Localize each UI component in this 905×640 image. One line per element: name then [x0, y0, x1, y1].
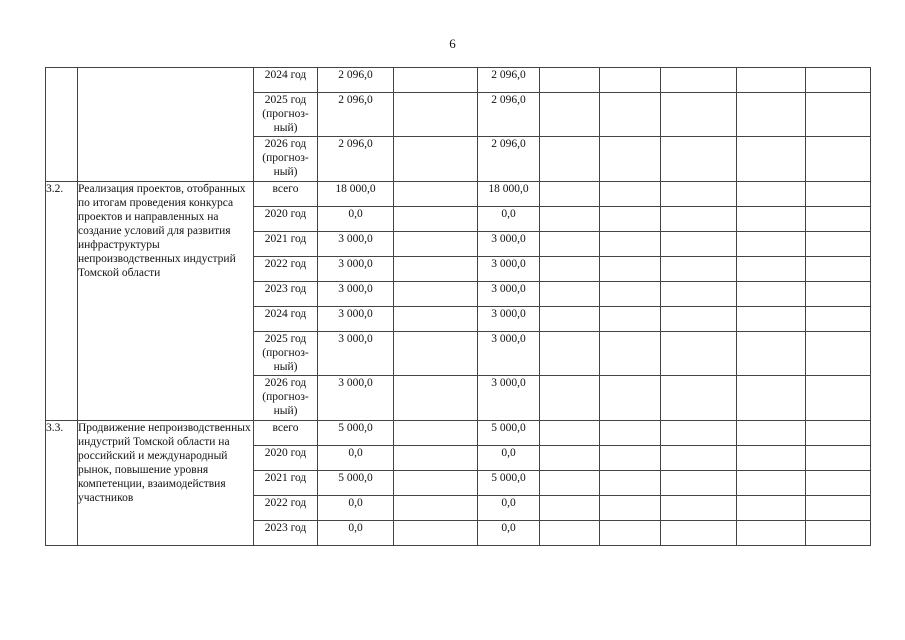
empty-cell	[540, 207, 600, 232]
federal-cell	[394, 471, 478, 496]
empty-cell	[661, 257, 737, 282]
empty-cell	[806, 471, 871, 496]
federal-cell	[394, 93, 478, 137]
empty-cell	[806, 207, 871, 232]
regional-cell: 2 096,0	[478, 93, 540, 137]
empty-cell	[540, 521, 600, 546]
total-cell: 3 000,0	[318, 232, 394, 257]
empty-cell	[737, 446, 806, 471]
empty-cell	[806, 257, 871, 282]
total-cell: 5 000,0	[318, 471, 394, 496]
item-number-cell: 3.3.	[46, 421, 78, 546]
empty-cell	[737, 257, 806, 282]
empty-cell	[540, 307, 600, 332]
empty-cell	[806, 93, 871, 137]
federal-cell	[394, 282, 478, 307]
empty-cell	[806, 496, 871, 521]
empty-cell	[806, 68, 871, 93]
empty-cell	[540, 68, 600, 93]
empty-cell	[600, 232, 661, 257]
empty-cell	[600, 446, 661, 471]
regional-cell: 3 000,0	[478, 376, 540, 421]
year-cell: 2024 год	[254, 68, 318, 93]
total-cell: 2 096,0	[318, 68, 394, 93]
empty-cell	[806, 421, 871, 446]
item-name-cell: Продвижение непроизводственных индустрий Томской области на российский и международный рынок, повышение уровня компетенции, взаимодействия участников	[78, 421, 254, 546]
empty-cell	[600, 421, 661, 446]
empty-cell	[661, 232, 737, 257]
empty-cell	[806, 332, 871, 376]
empty-cell	[600, 332, 661, 376]
year-cell: 2023 год	[254, 521, 318, 546]
federal-cell	[394, 137, 478, 182]
year-cell: 2026 год (прогноз- ный)	[254, 376, 318, 421]
total-cell: 0,0	[318, 446, 394, 471]
empty-cell	[737, 521, 806, 546]
empty-cell	[737, 496, 806, 521]
empty-cell	[661, 332, 737, 376]
total-cell: 2 096,0	[318, 93, 394, 137]
year-cell: 2023 год	[254, 282, 318, 307]
empty-cell	[661, 93, 737, 137]
empty-cell	[661, 446, 737, 471]
empty-cell	[806, 232, 871, 257]
empty-cell	[737, 282, 806, 307]
federal-cell	[394, 232, 478, 257]
empty-cell	[737, 376, 806, 421]
total-cell: 0,0	[318, 521, 394, 546]
regional-cell: 0,0	[478, 207, 540, 232]
total-cell: 0,0	[318, 207, 394, 232]
regional-cell: 3 000,0	[478, 307, 540, 332]
federal-cell	[394, 307, 478, 332]
empty-cell	[737, 232, 806, 257]
regional-cell: 18 000,0	[478, 182, 540, 207]
total-cell: 0,0	[318, 496, 394, 521]
table-row	[46, 68, 871, 93]
total-cell: 3 000,0	[318, 307, 394, 332]
year-cell: 2022 год	[254, 496, 318, 521]
empty-cell	[600, 282, 661, 307]
total-cell: 18 000,0	[318, 182, 394, 207]
total-cell: 3 000,0	[318, 376, 394, 421]
item-number-cell: 3.2.	[46, 182, 78, 421]
empty-cell	[806, 521, 871, 546]
table-row	[46, 421, 871, 446]
empty-cell	[661, 182, 737, 207]
regional-cell: 3 000,0	[478, 332, 540, 376]
regional-cell: 0,0	[478, 446, 540, 471]
empty-cell	[737, 137, 806, 182]
empty-cell	[661, 496, 737, 521]
empty-cell	[737, 182, 806, 207]
empty-cell	[600, 182, 661, 207]
empty-cell	[540, 471, 600, 496]
empty-cell	[806, 376, 871, 421]
year-cell: 2022 год	[254, 257, 318, 282]
empty-cell	[600, 471, 661, 496]
empty-cell	[806, 282, 871, 307]
federal-cell	[394, 182, 478, 207]
regional-cell: 0,0	[478, 496, 540, 521]
item-number-cell	[46, 68, 78, 182]
empty-cell	[661, 421, 737, 446]
empty-cell	[600, 307, 661, 332]
empty-cell	[600, 376, 661, 421]
year-cell: 2021 год	[254, 232, 318, 257]
federal-cell	[394, 521, 478, 546]
total-cell: 5 000,0	[318, 421, 394, 446]
federal-cell	[394, 496, 478, 521]
empty-cell	[806, 182, 871, 207]
empty-cell	[737, 307, 806, 332]
page-number: 6	[449, 36, 456, 51]
empty-cell	[737, 68, 806, 93]
empty-cell	[661, 471, 737, 496]
empty-cell	[661, 207, 737, 232]
year-cell: всего	[254, 421, 318, 446]
empty-cell	[600, 137, 661, 182]
year-cell: 2026 год (прогноз- ный)	[254, 137, 318, 182]
federal-cell	[394, 446, 478, 471]
year-cell: 2025 год (прогноз- ный)	[254, 93, 318, 137]
year-cell: 2024 год	[254, 307, 318, 332]
regional-cell: 3 000,0	[478, 282, 540, 307]
total-cell: 3 000,0	[318, 282, 394, 307]
total-cell: 2 096,0	[318, 137, 394, 182]
empty-cell	[661, 68, 737, 93]
empty-cell	[600, 521, 661, 546]
item-name-cell	[78, 68, 254, 182]
empty-cell	[737, 471, 806, 496]
regional-cell: 3 000,0	[478, 257, 540, 282]
empty-cell	[806, 137, 871, 182]
empty-cell	[540, 282, 600, 307]
regional-cell: 2 096,0	[478, 137, 540, 182]
regional-cell: 2 096,0	[478, 68, 540, 93]
empty-cell	[737, 93, 806, 137]
empty-cell	[661, 282, 737, 307]
federal-cell	[394, 332, 478, 376]
empty-cell	[540, 182, 600, 207]
total-cell: 3 000,0	[318, 332, 394, 376]
empty-cell	[600, 68, 661, 93]
empty-cell	[737, 332, 806, 376]
empty-cell	[540, 332, 600, 376]
regional-cell: 0,0	[478, 521, 540, 546]
federal-cell	[394, 68, 478, 93]
empty-cell	[661, 376, 737, 421]
year-cell: 2020 год	[254, 446, 318, 471]
empty-cell	[661, 521, 737, 546]
empty-cell	[540, 137, 600, 182]
regional-cell: 3 000,0	[478, 232, 540, 257]
regional-cell: 5 000,0	[478, 421, 540, 446]
total-cell: 3 000,0	[318, 257, 394, 282]
federal-cell	[394, 376, 478, 421]
regional-cell: 5 000,0	[478, 471, 540, 496]
empty-cell	[661, 137, 737, 182]
empty-cell	[540, 376, 600, 421]
year-cell: 2020 год	[254, 207, 318, 232]
year-cell: 2021 год	[254, 471, 318, 496]
empty-cell	[737, 207, 806, 232]
empty-cell	[737, 421, 806, 446]
empty-cell	[661, 307, 737, 332]
empty-cell	[540, 93, 600, 137]
empty-cell	[540, 257, 600, 282]
empty-cell	[540, 232, 600, 257]
empty-cell	[540, 496, 600, 521]
federal-cell	[394, 421, 478, 446]
federal-cell	[394, 257, 478, 282]
year-cell: 2025 год (прогноз- ный)	[254, 332, 318, 376]
item-name-cell: Реализация проектов, отобранных по итогам проведения конкурса проектов и направленных на создание условий для развития инфраструктуры непроизводственных индустрий Томской области	[78, 182, 254, 421]
empty-cell	[806, 307, 871, 332]
empty-cell	[540, 446, 600, 471]
budget-table	[45, 67, 871, 546]
empty-cell	[600, 496, 661, 521]
empty-cell	[600, 207, 661, 232]
empty-cell	[806, 446, 871, 471]
federal-cell	[394, 207, 478, 232]
table-row	[46, 182, 871, 207]
year-cell: всего	[254, 182, 318, 207]
empty-cell	[540, 421, 600, 446]
empty-cell	[600, 257, 661, 282]
empty-cell	[600, 93, 661, 137]
